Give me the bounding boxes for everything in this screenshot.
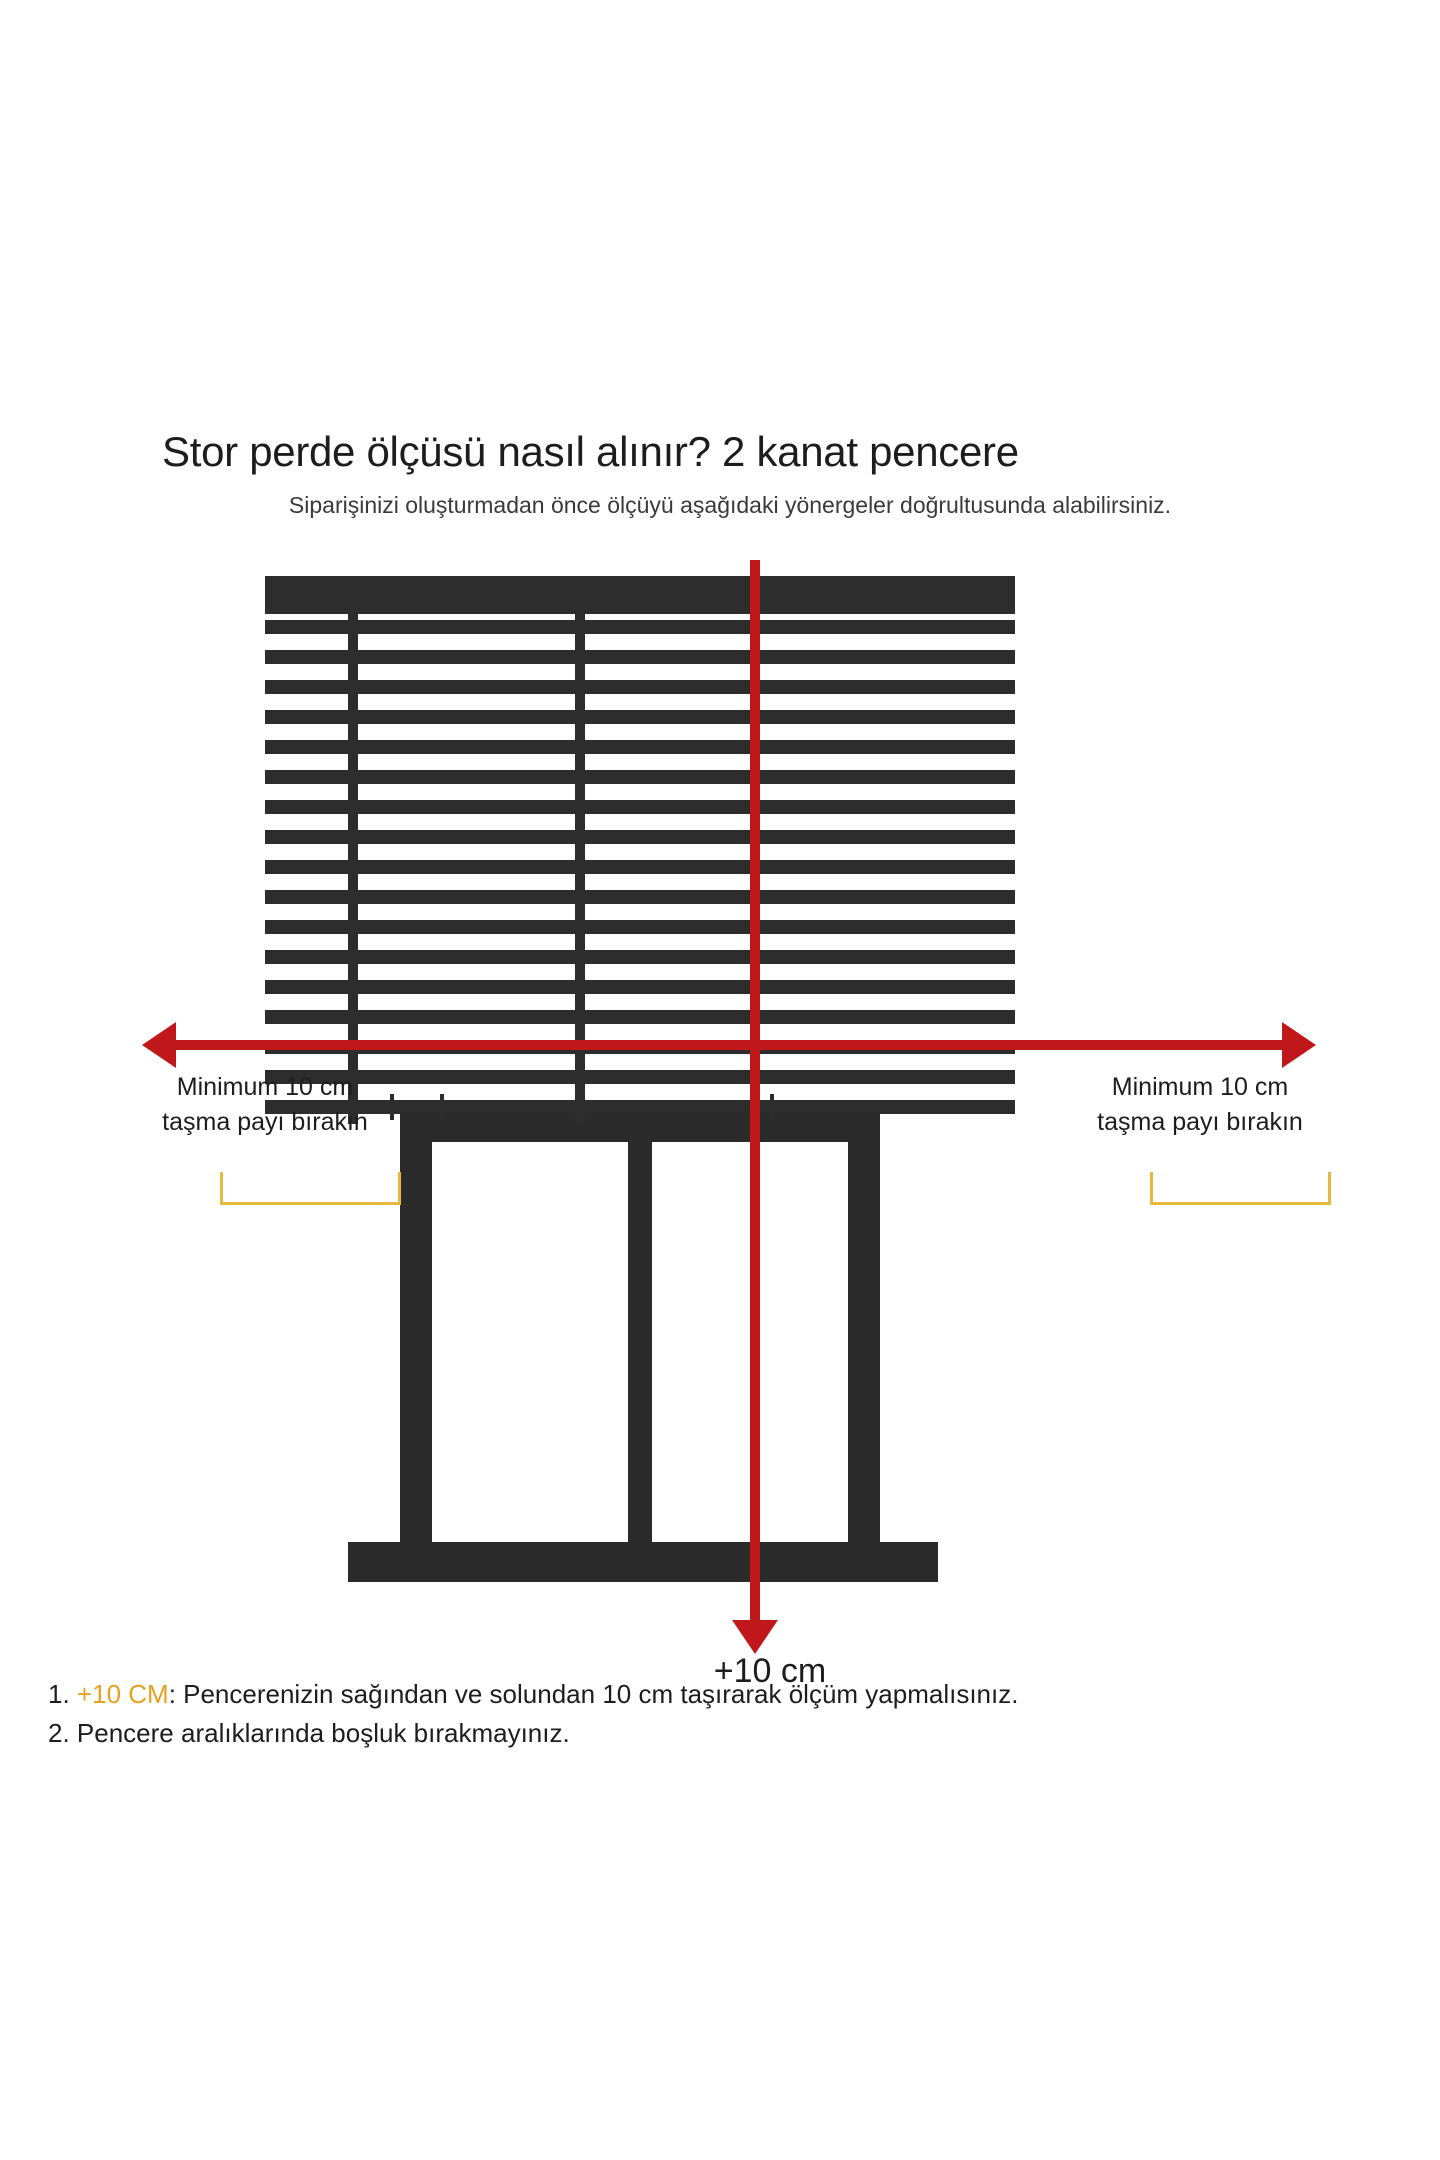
- note-item-2: [48, 1714, 1388, 1753]
- window-pane-left: [432, 1142, 628, 1542]
- blind-slat: [265, 890, 1015, 904]
- blind-slat: [265, 860, 1015, 874]
- note-1-text: : Pencerenizin sağından ve solundan 10 cm taşırarak ölçüm yapmalısınız.: [168, 1679, 1019, 1709]
- instruction-notes: [48, 1675, 1388, 1753]
- overhang-label-right: [1050, 1070, 1350, 1139]
- blind-pull-cord: [770, 1094, 774, 1120]
- blind-slat: [265, 770, 1015, 784]
- blind-slat: [265, 680, 1015, 694]
- arrow-head-down-icon: [732, 1620, 778, 1654]
- vertical-measure-arrow: [750, 560, 760, 1625]
- note-1-highlight: +10 CM: [76, 1679, 169, 1709]
- overhang-label-right-line2: taşma payı bırakın: [1097, 1107, 1303, 1136]
- blind-pull-cord: [440, 1094, 444, 1120]
- measurement-diagram: [150, 570, 1310, 1690]
- blind-slat: [265, 1010, 1015, 1024]
- overhang-label-left: [115, 1070, 415, 1139]
- note-1-number: 1.: [48, 1679, 70, 1709]
- page-title: Stor perde ölçüsü nasıl alınır? 2 kanat pencere: [162, 428, 1019, 476]
- blind-slat: [265, 830, 1015, 844]
- blind-slat: [265, 980, 1015, 994]
- horizontal-measure-arrow: [160, 1040, 1300, 1050]
- page-subtitle: Siparişinizi oluşturmadan önce ölçüyü aşağıdaki yönergeler doğrultusunda alabilirsiniz.: [288, 492, 1172, 518]
- overhang-label-right-line1: Minimum 10 cm: [1111, 1073, 1289, 1101]
- overhang-label-left-line2: taşma payı bırakın: [162, 1107, 368, 1136]
- blind-slat: [265, 740, 1015, 754]
- blind-headrail: [265, 576, 1015, 614]
- blind-slat: [265, 650, 1015, 664]
- blind-slat: [265, 710, 1015, 724]
- bracket-left: [220, 1172, 401, 1205]
- arrow-head-left-icon: [142, 1022, 176, 1068]
- note-2-number: 2.: [48, 1718, 70, 1748]
- note-item-1: [48, 1675, 1388, 1714]
- blind-slat: [265, 800, 1015, 814]
- note-2-text: Pencere aralıklarında boşluk bırakmayınız.: [76, 1718, 570, 1748]
- window-sill: [348, 1542, 938, 1582]
- blind-slat: [265, 620, 1015, 634]
- arrow-head-right-icon: [1282, 1022, 1316, 1068]
- bottom-overhang-label: +10 cm: [713, 1652, 827, 1690]
- bracket-right: [1150, 1172, 1331, 1205]
- overhang-label-left-line1: Minimum 10 cm: [176, 1073, 354, 1101]
- blind-slat: [265, 950, 1015, 964]
- blind-slat: [265, 920, 1015, 934]
